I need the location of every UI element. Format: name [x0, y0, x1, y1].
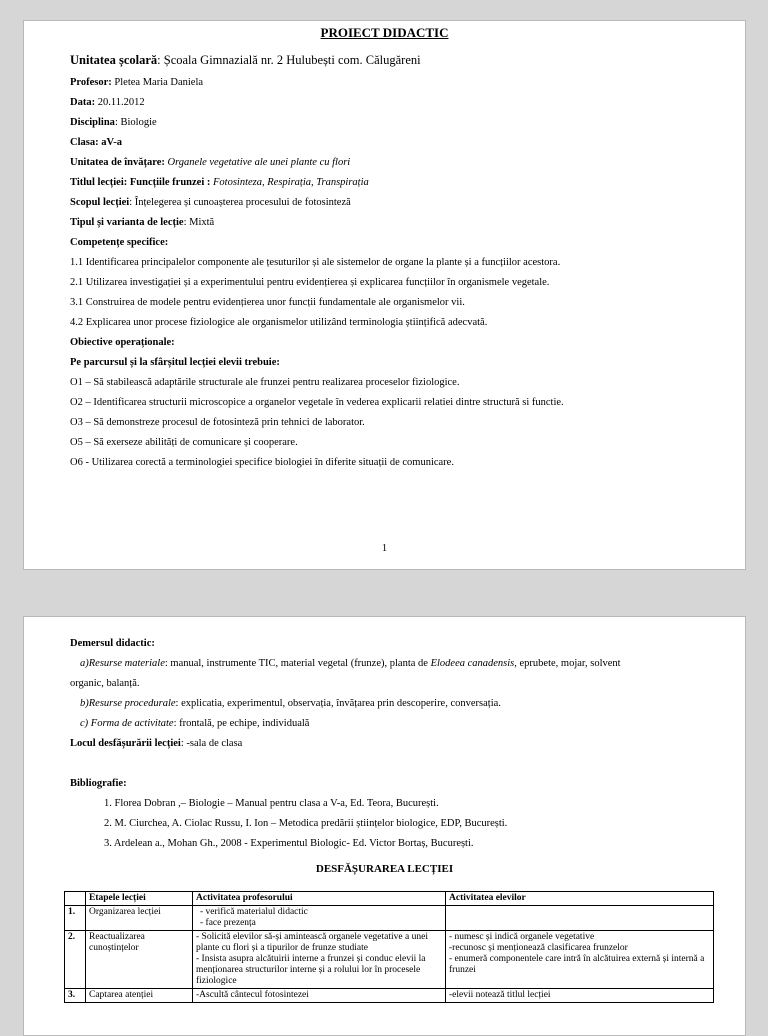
species-name: Elodeea canadensis: [430, 658, 515, 669]
table-row: [65, 989, 714, 1003]
subject-label: Disciplina: [70, 117, 115, 128]
teacher-label: Profesor:: [70, 77, 112, 88]
row-teacher-activity: - Solicită elevilor să-și amintească organele vegetative a unei plante cu flori și a tipurilor de frunze studiate - Insista asupra alcătuirii interne a frunzei și conduc elevii la menționarea structurilor interne și a rolului lor în procesele fiziologice: [193, 931, 446, 989]
unit-value: Organele vegetative ale unei plante cu flori: [167, 157, 351, 168]
row-teacher-activity: - verifică materialul didactic - face prezența: [193, 906, 446, 931]
competence-item: 4.2 Explicarea unor procese fiziologice ale organismelor utilizând terminologia științifică adecvată.: [70, 317, 488, 328]
competence-item: 3.1 Construirea de modele pentru evidențierea unor funcții fundamentale ale organismelor vii.: [70, 297, 465, 308]
location-label: Locul desfășurării lecției: [70, 738, 181, 749]
material-resources-continued: organic, balanță.: [70, 678, 140, 689]
competence-item: 2.1 Utilizarea investigației și a experimentului pentru evidențierea și explicarea funcțiilor în organismele vegetale.: [70, 277, 550, 288]
objectives-intro: Pe parcursul și la sfârșitul lecției elevii trebuie:: [70, 357, 280, 368]
location-line: [70, 737, 242, 751]
date-label: Data:: [70, 97, 96, 108]
table-header-student-activity: Activitatea elevilor: [446, 892, 714, 906]
location-value: : -sala de clasa: [180, 738, 243, 749]
unit-label: Unitatea de învățare:: [70, 157, 168, 168]
purpose-line: [70, 196, 351, 210]
row-student-activity: [446, 906, 714, 931]
purpose-label: Scopul lecției: [70, 197, 130, 208]
row-number: 2.: [65, 931, 86, 989]
lesson-type-line: [70, 216, 214, 230]
subject-line: [70, 116, 157, 130]
class-line: [70, 136, 122, 150]
approach-heading: Demersul didactic:: [70, 638, 155, 649]
competences-heading: Competențe specifice:: [70, 237, 169, 248]
material-resources-line: a)Resurse materiale: manual, instrumente TIC, material vegetal (frunze), planta de Elodeea canadensis, eprubete, mojar, solvent: [80, 658, 621, 669]
subject-value: : Biologie: [114, 117, 157, 128]
date-value: 20.11.2012: [95, 97, 145, 108]
table-header-teacher-activity: Activitatea profesorului: [193, 892, 446, 906]
table-header-row: [65, 892, 714, 906]
table-row: [65, 906, 714, 931]
date-line: [70, 96, 145, 110]
row-student-activity: - numesc și indică organele vegetative -recunosc și menționează clasificarea frunzelor - enumeră componentele care intră în alcătuirea externă și internă a frunzei: [446, 931, 714, 989]
lesson-title-value: Fotosinteza, Respirația, Transpirația: [213, 177, 369, 188]
table-row: [65, 931, 714, 989]
unit-line: [70, 156, 350, 170]
bibliography-item: 3. Ardelean a., Mohan Gh., 2008 - Experimentul Biologic- Ed. Victor Bortaș, București.: [104, 838, 474, 849]
procedural-resources-line: b)Resurse procedurale: explicatia, experimentul, observația, învățarea prin descoperire, conversația.: [80, 698, 501, 709]
objectives-heading: Obiective operaționale:: [70, 337, 175, 348]
row-stage: Captarea atenției: [86, 989, 193, 1003]
lesson-flow-table: [64, 891, 714, 1003]
row-stage: Reactualizarea cunoștințelor: [86, 931, 193, 989]
table-header-stage: Etapele lecției: [86, 892, 193, 906]
objective-item: O1 – Să stabilească adaptările structurale ale frunzei pentru realizarea proceselor fiziologice.: [70, 377, 460, 388]
document-page-2: [23, 616, 746, 1036]
objective-item: O5 – Să exerseze abilități de comunicare și cooperare.: [70, 437, 298, 448]
competence-item: 1.1 Identificarea principalelor componente ale țesuturilor și ale sistemelor de organe la plante și a funcțiilor acestora.: [70, 257, 561, 268]
lesson-type-value: : Mixtă: [183, 217, 215, 228]
page-number: 1: [381, 543, 388, 554]
class-label: Clasa: aV-a: [70, 137, 123, 148]
objective-item: O3 – Să demonstreze procesul de fotosinteză prin tehnici de laborator.: [70, 417, 365, 428]
purpose-value: : Înțelegerea și cunoașterea procesului de fotosinteză: [129, 197, 351, 208]
material-resources-label: a)Resurse materiale: [80, 658, 165, 669]
row-number: 3.: [65, 989, 86, 1003]
activity-form-label: c) Forma de activitate: [80, 718, 174, 729]
school-value: : Școala Gimnazială nr. 2 Hulubești com. Călugăreni: [157, 53, 421, 67]
bibliography-heading: Bibliografie:: [70, 778, 127, 789]
row-number: 1.: [65, 906, 86, 931]
table-header-number: [65, 892, 86, 906]
activity-form-line: c) Forma de activitate: frontală, pe echipe, individuală: [80, 718, 310, 729]
lesson-flow-title: DESFĂȘURAREA LECȚIEI: [315, 863, 454, 875]
lesson-type-label: Tipul și varianta de lecție: [70, 217, 184, 228]
bibliography-item: 2. M. Ciurchea, A. Ciolac Russu, I. Ion – Metodica predării științelor biologice, EDP, București.: [104, 818, 508, 829]
school-label: Unitatea școlară: [70, 53, 158, 67]
document-page-1: [23, 20, 746, 570]
row-teacher-activity: -Ascultă cântecul fotosintezei: [193, 989, 446, 1003]
school-line: [70, 53, 421, 67]
objective-item: O2 – Identificarea structurii microscopice a organelor vegetale în vederea explicarii relatiei dintre structură si functie.: [70, 397, 564, 408]
procedural-resources-label: b)Resurse procedurale: [80, 698, 176, 709]
document-title: PROIECT DIDACTIC: [320, 25, 449, 40]
bibliography-item: 1. Florea Dobran ,– Biologie – Manual pentru clasa a V-a, Ed. Teora, București.: [104, 798, 439, 809]
lesson-title-label: Titlul lecției: Funcțiile frunzei :: [70, 177, 213, 188]
lesson-title-line: [70, 176, 369, 190]
row-student-activity: -elevii notează titlul lecției: [446, 989, 714, 1003]
row-stage: Organizarea lecției: [86, 906, 193, 931]
objective-item: O6 - Utilizarea corectă a terminologiei specifice biologiei în diferite situații de comunicare.: [70, 457, 454, 468]
teacher-line: [70, 76, 203, 90]
teacher-value: Pletea Maria Daniela: [111, 77, 204, 88]
